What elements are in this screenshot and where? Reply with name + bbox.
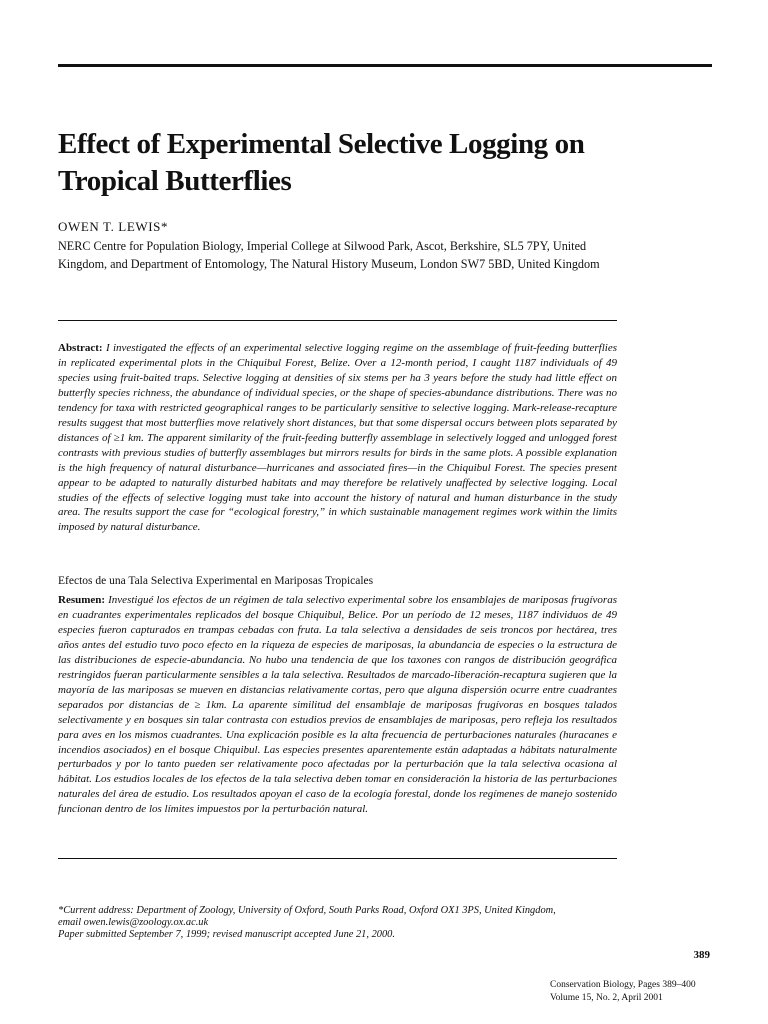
journal-pages: Conservation Biology, Pages 389–400 bbox=[550, 980, 696, 990]
title-line-2: Tropical Butterflies bbox=[58, 165, 292, 197]
resumen-label: Resumen: bbox=[58, 594, 106, 606]
resumen bbox=[58, 593, 617, 817]
abstract-text: I investigated the effects of an experimental selective logging regime on the assemblage of fruit-feeding butterflies in replicated experimental plots in the Chiquibul Forest, Belize. Over a 12-month period, I caught 1187 individuals of 49 species using fruit-baited traps. Selective logging at densities of six stems per ha 3 years before the study had little effect on butterfly species richness, the abundance of individual species, or the shape of species-abundance distributions. There was no tendency for taxa with restricted geographical ranges to be particularly sensitive to selective logging. Mark-release-recapture results suggest that most butterflies move relatively short distances, but that some dispersal occurs between plots separated by distances of ≥1 km. The apparent similarity of the fruit-feeding butterfly assemblage in selectively logged and unlogged forest contrasts with previous studies of butterfly assemblages but mirrors results for birds in the same plots. A possible explanation is the high frequency of natural disturbance—hurricanes and associated fires—in the Chiquibul Forest. The species present appear to be adapted to naturally disturbed habitats and may therefore be relatively unaffected by selective logging. Local studies of the effects of selective logging must take into account the history of natural and human disturbance in the study area. The results support the case for “ecological forestry,” in which sustainable management regimes work within the limits imposed by natural disturbance. bbox=[58, 342, 618, 534]
title-line-1: Effect of Experimental Selective Logging on bbox=[58, 128, 585, 160]
abstract-bottom-rule bbox=[58, 858, 617, 859]
journal-citation bbox=[550, 979, 696, 1004]
footnote-email: email owen.lewis@zoology.ox.ac.uk bbox=[58, 917, 209, 929]
resumen-text: Investigué los efectos de un régimen de tala selectivo experimental sobre los ensamblajes de mariposas frugívoras en cuadrantes experimentales replicados del bosque Chiquibul, Belice. Por un período de 12 meses, 1187 individuos de 49 especies fueron capturados en trampas cebadas con fruta. La tala selectiva a densidades de seis troncos por hectárea, tres años antes del estudio tuvo poco efecto en la riqueza de especies de mariposas, la abundancia de especies o la estructura de las distribuciones de especie-abundancia. No hubo una tendencia de que los taxones con rangos de distribución geográfica restringidos fueran particularmente sensibles a la tala selectiva. Resultados de marcado-liberación-recaptura sugieren que la mayoría de las mariposas se mueven en distancias relativamente cortas, pero que alguna dispersión ocurre entre cuadrantes separados por distancias de ≥ 1km. La aparente similitud del ensamblaje de mariposas frugívoras en bosques talados selectivamente y en bosques sin talar contrasta con estudios previos de ensamblajes de mariposas, pero refleja los resultados para aves en los mismos cuadrantes. Una explicación posible es la alta frecuencia de perturbaciones naturales (huracanes e incendios asociados) en el bosque Chiquibul. Las especies presentes aparentemente están adaptadas a hábitats naturalmente perturbados y por lo tanto pueden ser relativamente poco afectadas por la perturbación que la tala selectiva ocasiona al hábitat. Los estudios locales de los efectos de la tala selectiva deben tomar en consideración la historia de las perturbaciones naturales del área de estudio. Los resultados apoyan el caso de la ecología forestal, donde los regímenes de manejo sostenido funcionan dentro de los límites impuestos por la perturbación natural. bbox=[58, 594, 617, 816]
footnote-address: *Current address: Department of Zoology, University of Oxford, South Parks Road, Oxford OX1 3PS, United Kingdom, bbox=[58, 905, 556, 916]
spanish-title: Efectos de una Tala Selectiva Experimental en Mariposas Tropicales bbox=[58, 575, 374, 587]
author-name: OWEN T. LEWIS* bbox=[58, 219, 169, 234]
top-rule bbox=[58, 64, 712, 67]
footnote bbox=[58, 905, 638, 942]
abstract-label: Abstract: bbox=[58, 342, 103, 354]
author-affiliation bbox=[58, 238, 638, 273]
journal-volume: Volume 15, No. 2, April 2001 bbox=[550, 992, 663, 1003]
footnote-submission: Paper submitted September 7, 1999; revised manuscript accepted June 21, 2000. bbox=[58, 929, 395, 941]
affiliation-line-1: NERC Centre for Population Biology, Imperial College at Silwood Park, Ascot, Berkshire, SL5 7PY, United bbox=[58, 239, 587, 253]
abstract bbox=[58, 341, 617, 535]
page-number: 389 bbox=[693, 949, 710, 961]
affiliation-line-2: Kingdom, and Department of Entomology, The Natural History Museum, London SW7 5BD, United Kingdom bbox=[58, 256, 600, 271]
article-title bbox=[58, 126, 678, 200]
abstract-top-rule bbox=[58, 320, 617, 321]
